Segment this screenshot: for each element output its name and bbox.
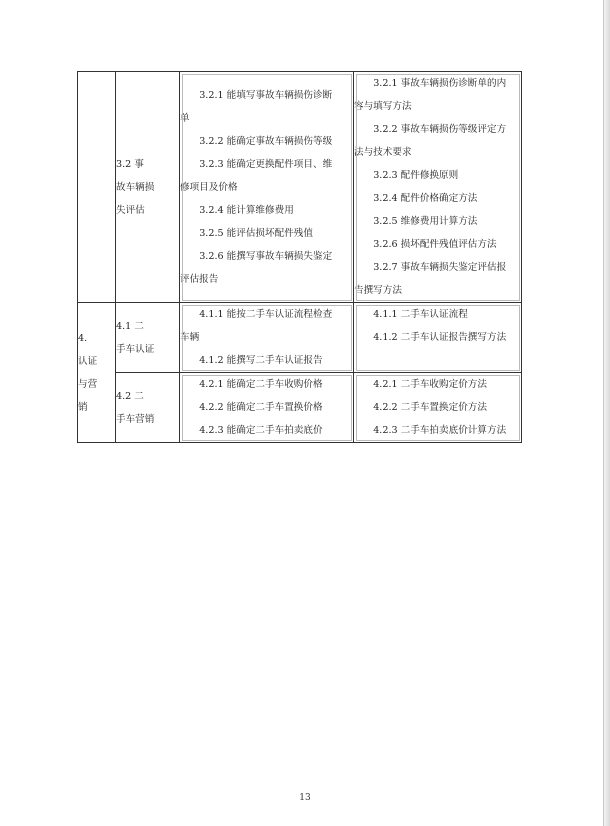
skill-line: 3.2.3 能确定更换配件项目、维 [199, 158, 333, 170]
knowledge-requirements-cell-4-2 [354, 373, 522, 443]
skill-line: 4.2.3 能确定二手车拍卖底价 [199, 425, 323, 436]
category-line: 与营 [78, 378, 98, 390]
subcategory-line: 4.2 二 [116, 390, 144, 402]
knowledge-line: 3.2.7 事故车辆损失鉴定评估报 [373, 262, 507, 273]
knowledge-line: 4.2.1 二手车收购定价方法 [373, 379, 487, 390]
knowledge-requirements-cell-3-2 [354, 72, 522, 303]
skill-line: 3.2.2 能确定事故车辆损伤等级 [199, 135, 333, 147]
skill-line: 4.1.1 能按二手车认证流程检查 [199, 309, 333, 320]
category-line: 销 [78, 401, 88, 413]
knowledge-requirements-cell-4-1 [354, 303, 522, 373]
knowledge-line: 4.1.1 二手车认证流程 [373, 309, 468, 320]
skill-line: 评估报告 [180, 273, 219, 285]
knowledge-line: 3.2.1 事故车辆损伤诊断单的内 [373, 78, 507, 89]
page-edge [603, 0, 610, 826]
subcategory-cell-3-2 [116, 72, 180, 303]
knowledge-line: 4.2.3 二手车拍卖底价计算方法 [373, 425, 507, 436]
category-line: 认证 [78, 355, 98, 367]
subcategory-line: 故车辆损 [116, 181, 155, 193]
knowledge-line: 4.2.2 二手车置换定价方法 [373, 402, 487, 413]
skill-line: 4.2.1 能确定二手车收购价格 [199, 379, 323, 390]
skill-line: 3.2.4 能计算维修费用 [199, 204, 294, 216]
skill-line: 3.2.6 能撰写事故车辆损失鉴定 [199, 250, 333, 262]
skill-requirements-table [77, 71, 522, 443]
knowledge-line: 法与技术要求 [354, 147, 412, 158]
skill-requirements-cell-4-2 [180, 373, 354, 443]
table-row-4-1 [78, 303, 522, 373]
knowledge-line: 3.2.3 配件修换原则 [373, 170, 459, 181]
subcategory-line: 手车营销 [116, 413, 155, 425]
table-row-4-2 [78, 373, 522, 443]
skill-line: 修项目及价格 [180, 181, 238, 193]
knowledge-line: 3.2.2 事故车辆损伤等级评定方 [373, 124, 507, 135]
skill-requirements-cell-4-1 [180, 303, 354, 373]
knowledge-line: 容与填写方法 [354, 101, 412, 112]
knowledge-line: 3.2.5 维修费用计算方法 [373, 216, 478, 227]
skill-line: 4.2.2 能确定二手车置换价格 [199, 402, 323, 413]
category-line: 4. [78, 332, 88, 344]
skill-line: 车辆 [180, 332, 200, 343]
skill-line: 4.1.2 能撰写二手车认证报告 [199, 355, 323, 366]
skill-line: 3.2.5 能评估损坏配件残值 [199, 227, 313, 239]
subcategory-cell-4-1 [116, 303, 180, 373]
category-cell-empty [78, 72, 116, 303]
subcategory-line: 4.1 二 [116, 320, 144, 332]
knowledge-line: 4.1.2 二手车认证报告撰写方法 [373, 332, 507, 343]
skill-line: 3.2.1 能填写事故车辆损伤诊断 [199, 89, 333, 101]
table-row-3-2 [78, 72, 522, 303]
subcategory-line: 手车认证 [116, 343, 155, 355]
skill-requirements-cell-3-2 [180, 72, 354, 303]
subcategory-line: 3.2 事 [116, 158, 144, 170]
page-number: 13 [299, 793, 311, 803]
subcategory-cell-4-2 [116, 373, 180, 443]
knowledge-line: 告撰写方法 [354, 285, 402, 296]
knowledge-line: 3.2.6 损坏配件残值评估方法 [373, 239, 497, 250]
knowledge-line: 3.2.4 配件价格确定方法 [373, 193, 478, 204]
subcategory-line: 失评估 [116, 204, 145, 216]
category-cell-4 [78, 303, 116, 443]
skill-line: 单 [180, 112, 190, 124]
